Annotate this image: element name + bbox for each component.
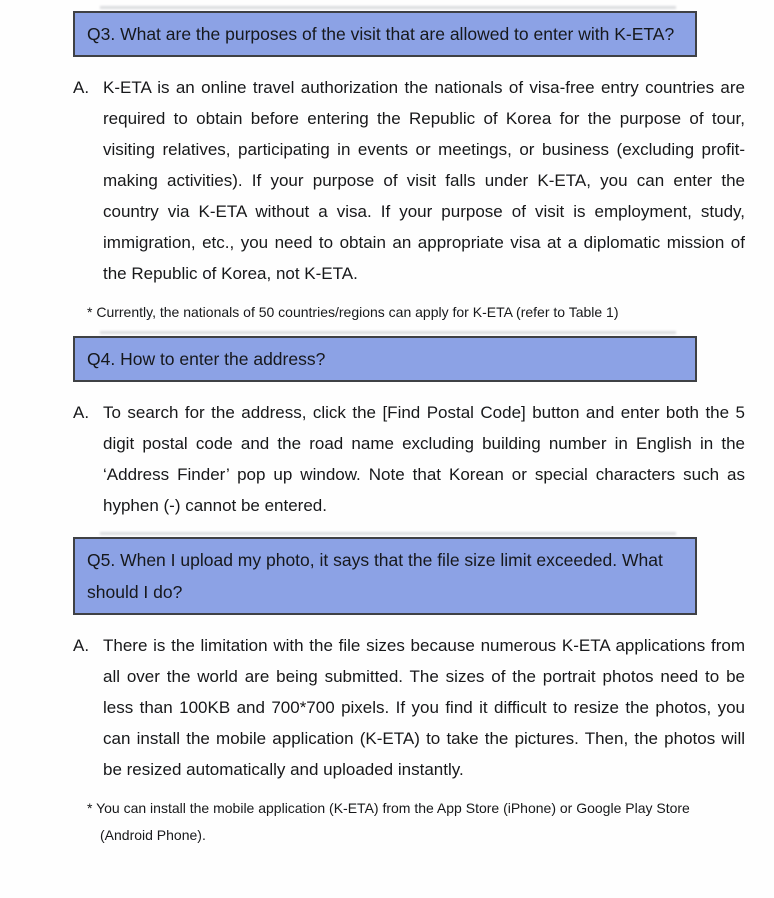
answer-q4 — [73, 397, 745, 521]
question-header-q5 — [73, 537, 697, 615]
answer-text-q4: To search for the address, click the [Find Postal Code] button and enter both the 5 digit postal code and the road name excluding building number in English in the ‘Address Finder’ pop up window. Note that Korean or special characters such as hyphen (-) cannot be entered. — [103, 403, 745, 515]
question-text-q4: Q4. How to enter the address? — [87, 349, 326, 369]
answer-text-q5: There is the limitation with the file sizes because numerous K-ETA applications from all over the world are being submitted. The sizes of the portrait photos need to be less than 100KB and 700*700 pixels. If you find it difficult to resize the photos, you can install the mobile application (K-ETA) to take the pictures. Then, the photos will be resized automatically and uploaded instantly. — [103, 636, 745, 779]
answer-label-q4: A. — [73, 403, 90, 422]
answer-q5 — [73, 630, 745, 785]
footnote-q3: * Currently, the nationals of 50 countries/regions can apply for K-ETA (refer to Table 1) — [87, 304, 619, 320]
question-header-q3 — [73, 11, 697, 57]
answer-q3 — [73, 72, 745, 289]
faq-item-q5 — [0, 537, 774, 849]
question-text-q5: Q5. When I upload my photo, it says that the file size limit exceeded. What should I do? — [87, 550, 663, 602]
question-text-q3: Q3. What are the purposes of the visit that are allowed to enter with K-ETA? — [87, 24, 675, 44]
faq-item-q4 — [0, 336, 774, 521]
answer-text-q3: K-ETA is an online travel authorization the nationals of visa-free entry countries are required to obtain before entering the Republic of Korea for the purpose of tour, visiting relatives, participating in events or meetings, or business (excluding profit-making activities). If your purpose of visit falls under K-ETA, you can enter the country via K-ETA without a visa. If your purpose of visit is employment, study, immigration, etc., you need to obtain an appropriate visa at a diplomatic mission of the Republic of Korea, not K-ETA. — [103, 78, 745, 283]
question-header-q4 — [73, 336, 697, 382]
answer-label-q3: A. — [73, 78, 90, 97]
answer-label-q5: A. — [73, 636, 90, 655]
faq-item-q3 — [0, 11, 774, 326]
footnote-q5: * You can install the mobile application (K-ETA) from the App Store (iPhone) or Google Play Store (Android Phone). — [87, 800, 690, 843]
